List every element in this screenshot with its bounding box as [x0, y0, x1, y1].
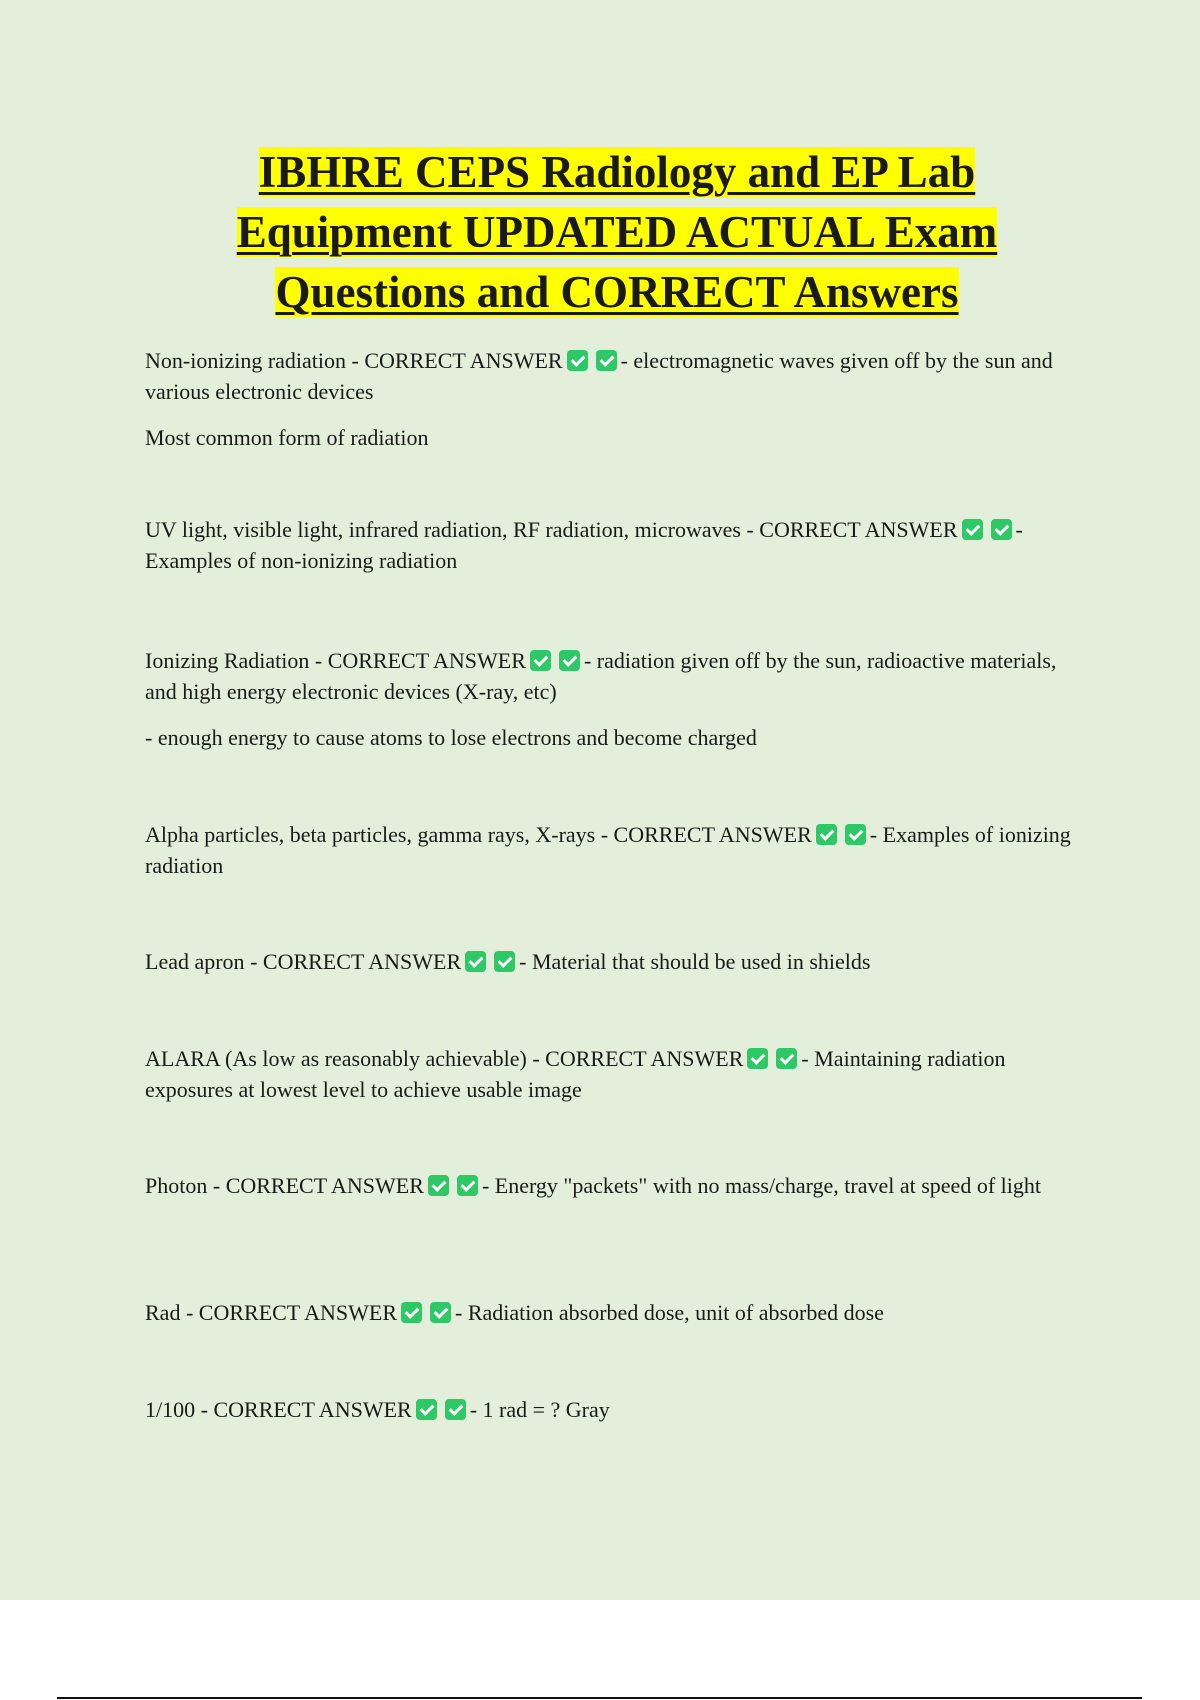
- check-box-icon: [776, 1048, 797, 1069]
- footer-rule: [57, 1697, 1142, 1699]
- answer-marker: CORRECT ANSWER: [225, 1173, 424, 1198]
- qa-entry: UV light, visible light, infrared radiation, RF radiation, microwaves - CORRECT ANSWER - Examples of non-ionizing radiation: [145, 517, 1023, 573]
- check-box-icon: [845, 824, 866, 845]
- entry-definition: Examples of ionizing radiation: [145, 822, 1071, 878]
- answer-marker: CORRECT ANSWER: [364, 348, 563, 373]
- answer-marker: CORRECT ANSWER: [213, 1397, 412, 1422]
- entry-definition: 1 rad = ? Gray: [482, 1397, 610, 1422]
- check-box-icon: [457, 1175, 478, 1196]
- entry-note: - enough energy to cause atoms to lose electrons and become charged: [145, 725, 757, 750]
- entry-definition: Energy "packets" with no mass/charge, travel at speed of light: [494, 1173, 1041, 1198]
- answer-marker: CORRECT ANSWER: [545, 1046, 744, 1071]
- entry-definition: Radiation absorbed dose, unit of absorbed dose: [467, 1300, 884, 1325]
- check-box-icon: [567, 350, 588, 371]
- entry-definition: electromagnetic waves given off by the sun and various electronic devices: [145, 348, 1053, 404]
- entry-term: Lead apron: [145, 949, 245, 974]
- entry-term: Photon: [145, 1173, 208, 1198]
- qa-entry: Alpha particles, beta particles, gamma rays, X-rays - CORRECT ANSWER - Examples of ionizing radiation: [145, 822, 1071, 878]
- check-box-icon: [991, 519, 1012, 540]
- entry-term: Ionizing Radiation: [145, 648, 310, 673]
- qa-entry: Photon - CORRECT ANSWER - Energy "packets" with no mass/charge, travel at speed of light: [145, 1173, 1041, 1198]
- answer-marker: CORRECT ANSWER: [262, 949, 462, 974]
- entry-term: 1/100: [145, 1397, 196, 1422]
- entry-definition: Maintaining radiation exposures at lowest level to achieve usable image: [145, 1046, 1006, 1102]
- check-box-icon: [596, 350, 617, 371]
- entry-definition: radiation given off by the sun, radioactive materials, and high energy electronic devices (X-ray, etc): [145, 648, 1057, 704]
- check-box-icon: [445, 1399, 466, 1420]
- document-title: IBHRE CEPS Radiology and EP Lab Equipment UPDATED ACTUAL Exam Questions and CORRECT Answers: [236, 147, 998, 317]
- entry-note: Most common form of radiation: [145, 425, 429, 450]
- entry-term: Non-ionizing radiation: [145, 348, 347, 373]
- answer-marker: CORRECT ANSWER: [613, 822, 812, 847]
- entry-definition: Examples of non-ionizing radiation: [145, 548, 458, 573]
- entry-term: Alpha particles, beta particles, gamma rays, X-rays: [145, 822, 596, 847]
- check-box-icon: [962, 519, 983, 540]
- answer-marker: CORRECT ANSWER: [759, 517, 958, 542]
- qa-entry: Ionizing Radiation - CORRECT ANSWER - radiation given off by the sun, radioactive materials, and high energy electronic devices (X-ray, etc): [145, 648, 1057, 704]
- check-box-icon: [559, 650, 580, 671]
- answer-marker: CORRECT ANSWER: [198, 1300, 398, 1325]
- check-box-icon: [816, 824, 837, 845]
- check-box-icon: [430, 1302, 451, 1323]
- entry-definition: Material that should be used in shields: [531, 949, 871, 974]
- qa-entry: 1/100 - CORRECT ANSWER - 1 rad = ? Gray: [145, 1397, 610, 1422]
- qa-entry: Lead apron - CORRECT ANSWER - Material that should be used in shields: [145, 949, 871, 974]
- check-box-icon: [465, 951, 486, 972]
- check-box-icon: [428, 1175, 449, 1196]
- qa-entry: Non-ionizing radiation - CORRECT ANSWER - electromagnetic waves given off by the sun and various electronic devices: [145, 348, 1053, 404]
- entry-term: Rad: [145, 1300, 181, 1325]
- qa-entry: ALARA (As low as reasonably achievable) - CORRECT ANSWER - Maintaining radiation exposures at lowest level to achieve usable image: [145, 1046, 1006, 1102]
- check-box-icon: [494, 951, 515, 972]
- answer-marker: CORRECT ANSWER: [327, 648, 526, 673]
- check-box-icon: [401, 1302, 422, 1323]
- check-box-icon: [416, 1399, 437, 1420]
- check-box-icon: [747, 1048, 768, 1069]
- entry-term: ALARA (As low as reasonably achievable): [145, 1046, 527, 1071]
- check-box-icon: [530, 650, 551, 671]
- entry-term: UV light, visible light, infrared radiation, RF radiation, microwaves: [145, 517, 741, 542]
- qa-entry: Rad - CORRECT ANSWER - Radiation absorbed dose, unit of absorbed dose: [145, 1300, 884, 1325]
